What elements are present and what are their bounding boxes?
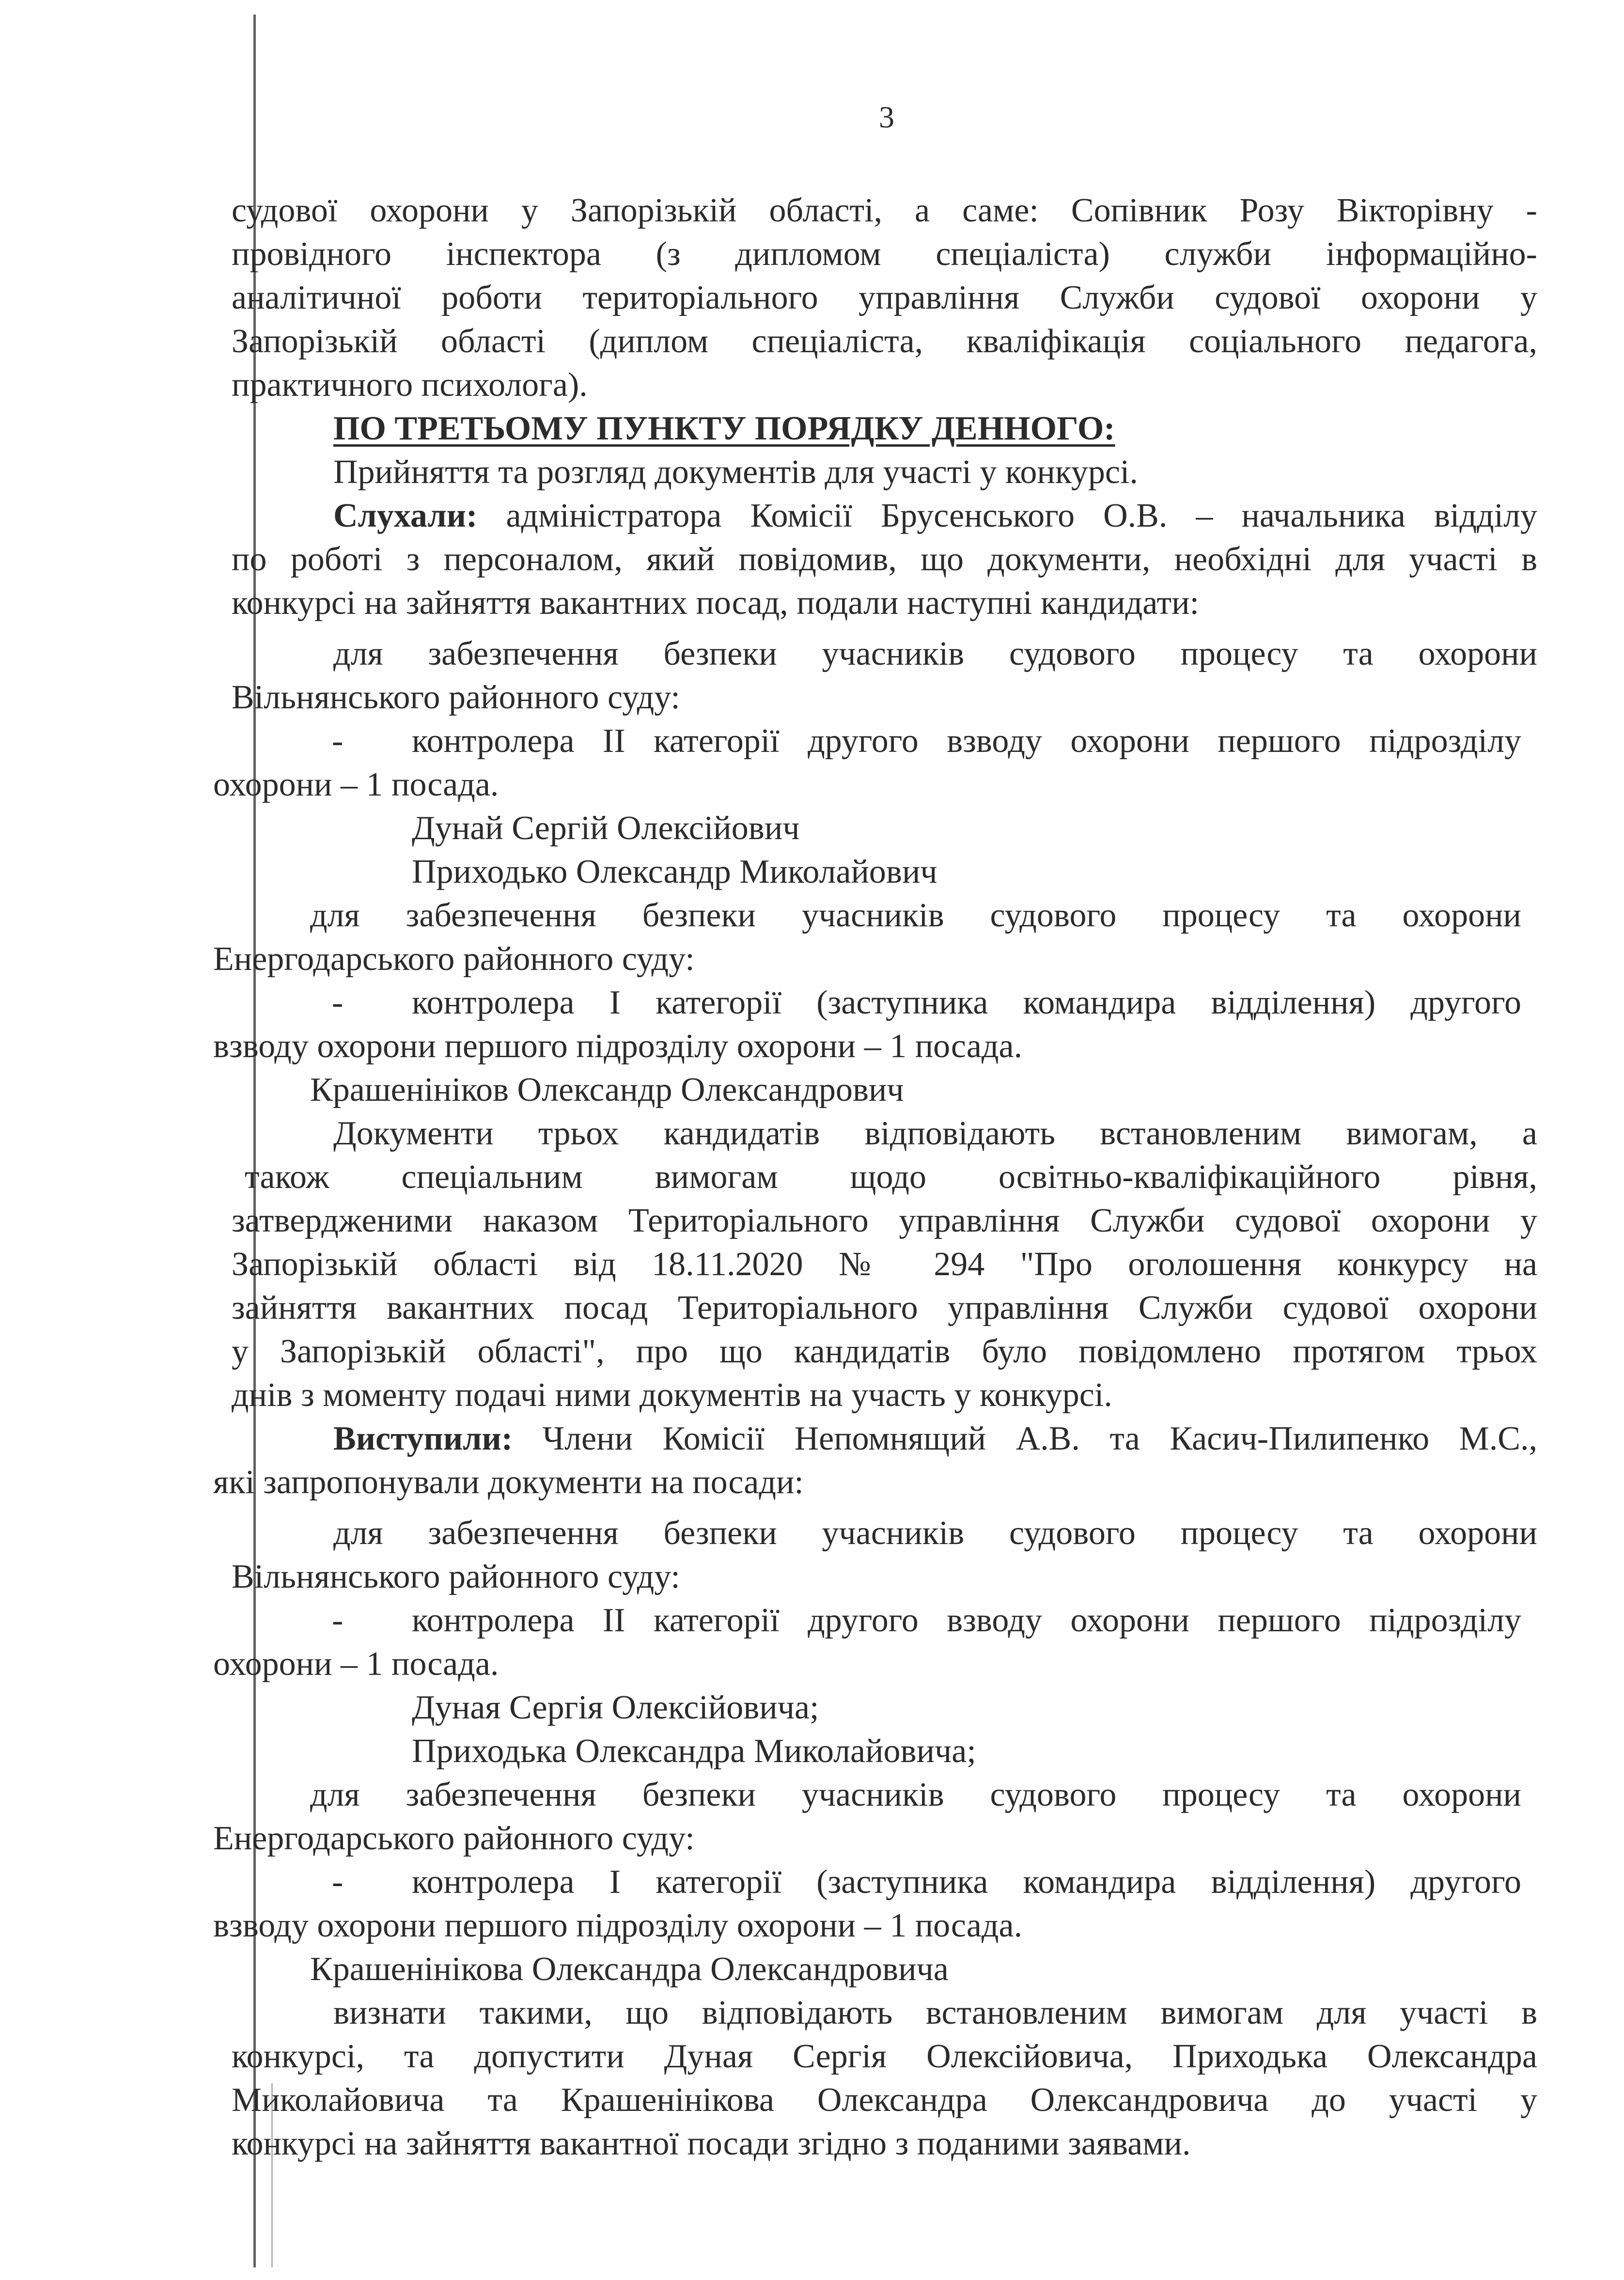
text-line: визнати такими, що відповідають встановленим вимогам для участі в	[333, 1994, 1537, 2031]
spoke-label: Виступили:	[333, 1420, 513, 1457]
text-line: конкурсі на зайняття вакантних посад, подали наступні кандидати:	[232, 584, 1199, 622]
text-line: взводу охорони першого підрозділу охорони – 1 посада.	[213, 1907, 1023, 1944]
text-line: для забезпечення безпеки учасників судового процесу та охорони	[333, 1515, 1537, 1552]
heard-label: Слухали:	[333, 497, 478, 534]
text-line: взводу охорони першого підрозділу охорони – 1 посада.	[213, 1028, 1023, 1065]
text-line: контролера I категорії (заступника командира відділення) другого	[412, 984, 1521, 1021]
text-line: судової охорони у Запорізькій області, а саме: Сопівник Розу Вікторівну -	[232, 192, 1537, 229]
text-line: зайняття вакантних посад Територіального управління Служби судової охорони	[232, 1289, 1537, 1327]
text-line: аналітичної роботи територіального управління Служби судової охорони у	[232, 279, 1537, 316]
text-line: практичного психолога).	[232, 366, 588, 404]
text-line: Запорізькій області від 18.11.2020 № 294 "Про оголошення конкурсу на	[232, 1246, 1537, 1283]
text-line: також спеціальним вимогам щодо освітньо-кваліфікаційного рівня,	[245, 1158, 1537, 1196]
list-dash: -	[332, 722, 344, 760]
text-line: для забезпечення безпеки учасників судового процесу та охорони	[310, 1776, 1521, 1813]
candidate-name: Приходько Олександр Миколайович	[412, 853, 937, 890]
text-line: Енергодарського районного суду:	[213, 940, 695, 978]
heard-text: адміністратора Комісії Брусенського О.В. – начальника відділу	[477, 497, 1537, 534]
text-line: контролера I категорії (заступника командира відділення) другого	[412, 1863, 1521, 1901]
text-line: контролера II категорії другого взводу охорони першого підрозділу	[412, 722, 1521, 760]
section-heading: ПО ТРЕТЬОМУ ПУНКТУ ПОРЯДКУ ДЕННОГО:	[333, 410, 1115, 447]
candidate-name: Дунай Сергій Олексійович	[412, 810, 800, 847]
text-line: Документи трьох кандидатів відповідають встановленим вимогам, а	[333, 1115, 1537, 1152]
candidate-name: Дуная Сергія Олексійовича;	[412, 1689, 819, 1726]
text-line: Енергодарського районного суду:	[213, 1820, 695, 1857]
text-line: по роботі з персоналом, який повідомив, що документи, необхідні для участі в	[232, 541, 1537, 578]
text-line: конкурсі, та допустити Дуная Сергія Олексійовича, Приходька Олександра	[232, 2038, 1537, 2075]
text-line: для забезпечення безпеки учасників судового процесу та охорони	[310, 897, 1521, 934]
candidate-name: Крашенініков Олександр Олександрович	[310, 1071, 904, 1109]
page-number: 3	[879, 100, 894, 134]
text-line: Вільнянського районного суду:	[232, 1558, 680, 1595]
text-line: які запропонували документи на посади:	[213, 1464, 804, 1501]
text-line: затвердженими наказом Територіального управління Служби судової охорони у	[232, 1202, 1537, 1239]
text-line: для забезпечення безпеки учасників судового процесу та охорони	[333, 635, 1537, 672]
list-dash: -	[332, 984, 344, 1021]
text-line: конкурсі на зайняття вакантної посади згідно з поданими заявами.	[232, 2125, 1191, 2162]
text-line: провідного інспектора (з дипломом спеціаліста) служби інформаційно-	[232, 235, 1537, 273]
text-line: охорони – 1 посада.	[213, 766, 499, 803]
list-dash: -	[332, 1863, 344, 1901]
text-line: Запорізькій області (диплом спеціаліста, кваліфікація соціального педагога,	[232, 323, 1537, 360]
text-line: днів з моменту подачі ними документів на участь у конкурсі.	[232, 1376, 1112, 1414]
text-line: охорони – 1 посада.	[213, 1645, 499, 1683]
spoke-text: Члени Комісії Непомнящий А.В. та Касич-Пилипенко М.С.,	[513, 1420, 1537, 1457]
list-dash: -	[332, 1602, 344, 1639]
candidate-name: Крашенінікова Олександра Олександровича	[310, 1951, 949, 1988]
candidate-name: Приходька Олександра Миколайовича;	[412, 1733, 976, 1770]
text-line: контролера II категорії другого взводу охорони першого підрозділу	[412, 1602, 1521, 1639]
spoke-paragraph-line	[333, 1417, 1537, 1461]
text-line: Вільнянського районного суду:	[232, 679, 680, 716]
text-line: у Запорізькій області", про що кандидатів було повідомлено протягом трьох	[232, 1333, 1537, 1370]
heard-paragraph-line	[333, 494, 1537, 538]
agenda-item: Прийняття та розгляд документів для участі у конкурсі.	[333, 453, 1138, 491]
text-line: Миколайовича та Крашенінікова Олександра Олександровича до участі у	[232, 2081, 1537, 2119]
